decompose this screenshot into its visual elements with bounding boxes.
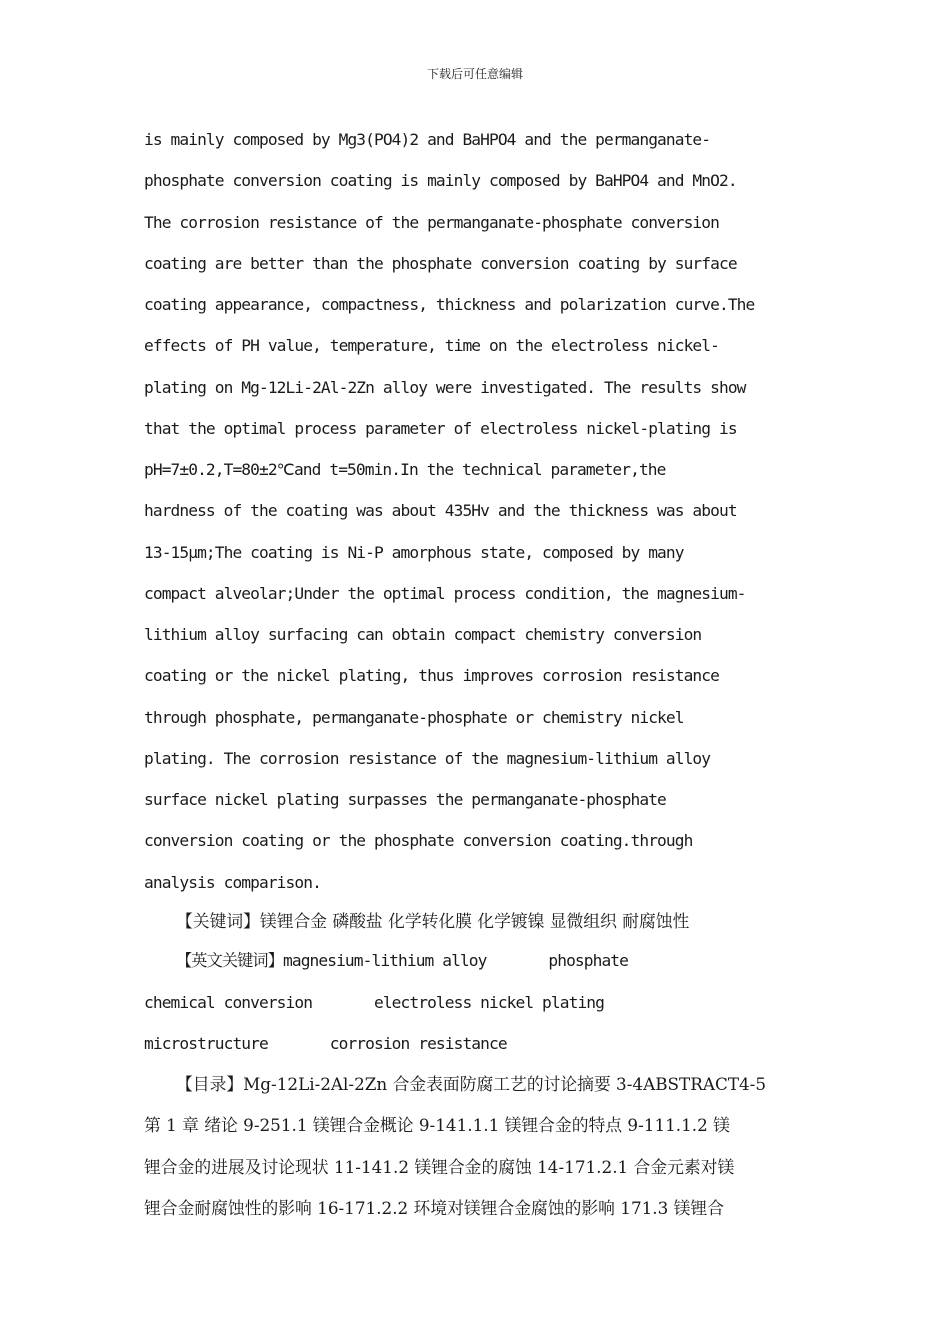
abstract-line: The corrosion resistance of the permanganate-phosphate conversion [144,212,719,232]
toc-line: 第 1 章 绪论 9-251.1 镁锂合金概论 9-141.1.1 镁锂合金的特点 9-111.1.2 镁 [144,1115,730,1136]
abstract-line: compact alveolar;Under the optimal process condition, the magnesium- [144,583,746,603]
abstract-line: pH=7±0.2,T=80±2℃and t=50min.In the technical parameter,the [144,460,666,479]
abstract-line: lithium alloy surfacing can obtain compact chemistry conversion [144,625,702,644]
abstract-line: plating. The corrosion resistance of the magnesium-lithium alloy [144,748,711,768]
abstract-line: coating or the nickel plating, thus improves corrosion resistance [144,666,719,686]
keywords-cn: 【关键词】镁锂合金 磷酸盐 化学转化膜 化学镀镍 显微组织 耐腐蚀性 [176,910,690,931]
abstract-line: 13-15μm;The coating is Ni-P amorphous state, composed by many [144,542,684,562]
toc-line: 【目录】Mg-12Li-2Al-2Zn 合金表面防腐工艺的讨论摘要 3-4ABSTRACT4-5 [176,1074,767,1094]
abstract-line: conversion coating or the phosphate conversion coating.through [144,831,693,851]
keywords-en-line: microstructure corrosion resistance [144,1033,507,1053]
abstract-line: through phosphate, permanganate-phosphate or chemistry nickel [144,707,684,727]
document-body [144,119,816,1229]
page-header-note: 下载后可任意编辑 [426,67,523,81]
keywords-en-line: chemical conversion electroless nickel plating [144,992,604,1012]
abstract-line: plating on Mg-12Li-2Al-2Zn alloy were investigated. The results show [144,377,746,397]
abstract-line: phosphate conversion coating is mainly composed by BaHPO4 and MnO2. [144,171,737,191]
abstract-line: hardness of the coating was about 435Hv and the thickness was about [144,501,737,521]
keywords-en-line: 【英文关键词】magnesium-lithium alloy phosphate [176,951,628,971]
abstract-line: effects of PH value, temperature, time on the electroless nickel- [144,336,719,356]
toc-line: 锂合金耐腐蚀性的影响 16-171.2.2 环境对镁锂合金腐蚀的影响 171.3 镁锂合 [144,1197,724,1218]
toc-line: 锂合金的进展及讨论现状 11-141.2 镁锂合金的腐蚀 14-171.2.1 合金元素对镁 [144,1156,735,1177]
abstract-line: surface nickel plating surpasses the permanganate-phosphate [144,790,666,809]
abstract-line: coating appearance, compactness, thickness and polarization curve.The [144,295,755,314]
abstract-line: is mainly composed by Mg3(PO4)2 and BaHPO4 and the permanganate- [144,130,711,149]
abstract-line: that the optimal process parameter of electroless nickel-plating is [144,418,737,438]
abstract-line: coating are better than the phosphate conversion coating by surface [144,253,737,273]
abstract-line: analysis comparison. [144,872,321,892]
